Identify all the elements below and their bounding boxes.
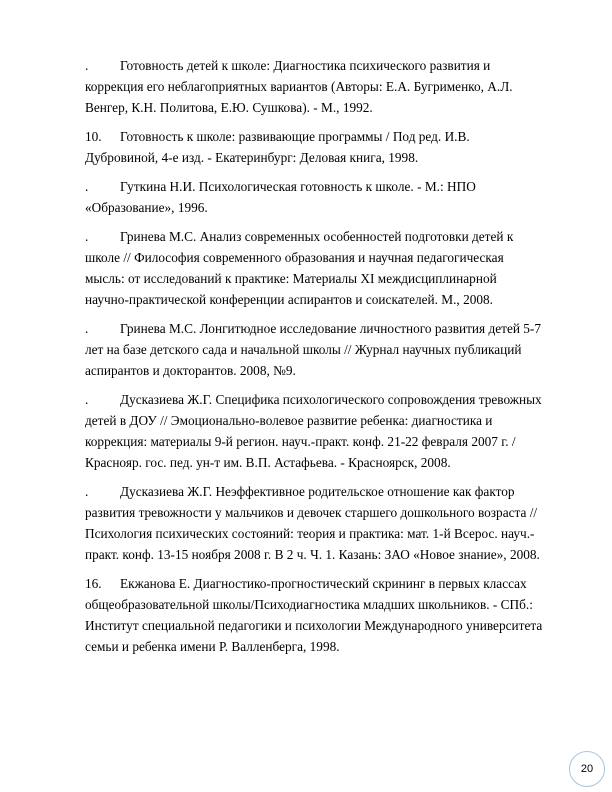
reference-text-line: Краснояр. гос. пед. ун-т им. В.П. Астафьева. - Красноярск, 2008. [85, 455, 451, 470]
reference-text-line: общеобразовательной школы/Психодиагностика младших школьников. - СПб.: [85, 597, 533, 612]
reference-item [85, 176, 573, 218]
reference-number: . [85, 484, 89, 499]
reference-list [85, 55, 573, 665]
reference-text-line: практ. конф. 13-15 ноября 2008 г. В 2 ч. Ч. 1. Казань: ЗАО «Новое знание», 2008. [85, 547, 540, 562]
reference-number: . [85, 58, 89, 73]
reference-text-line: Готовность к школе: развивающие программы / Под ред. И.В. [120, 129, 470, 144]
reference-text-line: Гуткина Н.И. Психологическая готовность к школе. - М.: НПО [120, 179, 476, 194]
reference-number: 10. [85, 129, 102, 144]
reference-text-line: аспирантов и докторантов. 2008, №9. [85, 363, 296, 378]
reference-text-line: детей в ДОУ // Эмоционально-волевое развитие ребенка: диагностика и [85, 413, 493, 428]
reference-text-line: «Образование», 1996. [85, 200, 208, 215]
reference-text-line: Дубровиной, 4-е изд. - Екатеринбург: Деловая книга, 1998. [85, 150, 419, 165]
reference-number: . [85, 229, 89, 244]
reference-item [85, 573, 573, 657]
reference-text-line: лет на базе детского сада и начальной школы // Журнал научных публикаций [85, 342, 522, 357]
reference-item [85, 226, 573, 310]
reference-text-line: научно-практической конференции аспирантов и соискателей. М., 2008. [85, 292, 493, 307]
reference-number: 16. [85, 576, 102, 591]
reference-item [85, 55, 573, 118]
reference-number: . [85, 179, 89, 194]
page-number [569, 751, 605, 787]
reference-text-line: Гринева М.С. Анализ современных особенностей подготовки детей к [120, 229, 514, 244]
reference-item [85, 481, 573, 565]
page-number-text: 20 [580, 763, 594, 775]
reference-text-line: Институт специальной педагогики и психологии Международного университета [85, 618, 543, 633]
reference-item [85, 318, 573, 381]
reference-text-line: развития тревожности у мальчиков и девочек старшего дошкольного возраста // [85, 505, 538, 520]
reference-text-line: Гринева М.С. Лонгитюдное исследование личностного развития детей 5-7 [120, 321, 542, 336]
reference-text-line: Екжанова Е. Диагностико-прогностический скрининг в первых классах [120, 576, 527, 591]
reference-number: . [85, 392, 89, 407]
reference-text-line: коррекция: материалы 9-й регион. науч.-практ. конф. 21-22 февраля 2007 г. / [85, 434, 516, 449]
reference-text-line: Готовность детей к школе: Диагностика психического развития и [120, 58, 491, 73]
reference-text-line: Психология психических состояний: теория и практика: мат. 1-й Всерос. науч.- [85, 526, 535, 541]
reference-text-line: семьи и ребенка имени Р. Валленберга, 1998. [85, 639, 340, 654]
reference-item [85, 389, 573, 473]
reference-text-line: Венгер, К.Н. Политова, Е.Ю. Сушкова). - М., 1992. [85, 100, 373, 115]
reference-text-line: Дусказиева Ж.Г. Специфика психологического сопровождения тревожных [120, 392, 542, 407]
reference-text-line: Дусказиева Ж.Г. Неэффективное родительское отношение как фактор [120, 484, 515, 499]
reference-number: . [85, 321, 89, 336]
reference-text-line: мысль: от исследований к практике: Материалы XI междисциплинарной [85, 271, 497, 286]
reference-text-line: школе // Философия современного образования и научная педагогическая [85, 250, 504, 265]
reference-item [85, 126, 573, 168]
reference-text-line: коррекция его неблагоприятных вариантов (Авторы: Е.А. Бугрименко, А.Л. [85, 79, 513, 94]
